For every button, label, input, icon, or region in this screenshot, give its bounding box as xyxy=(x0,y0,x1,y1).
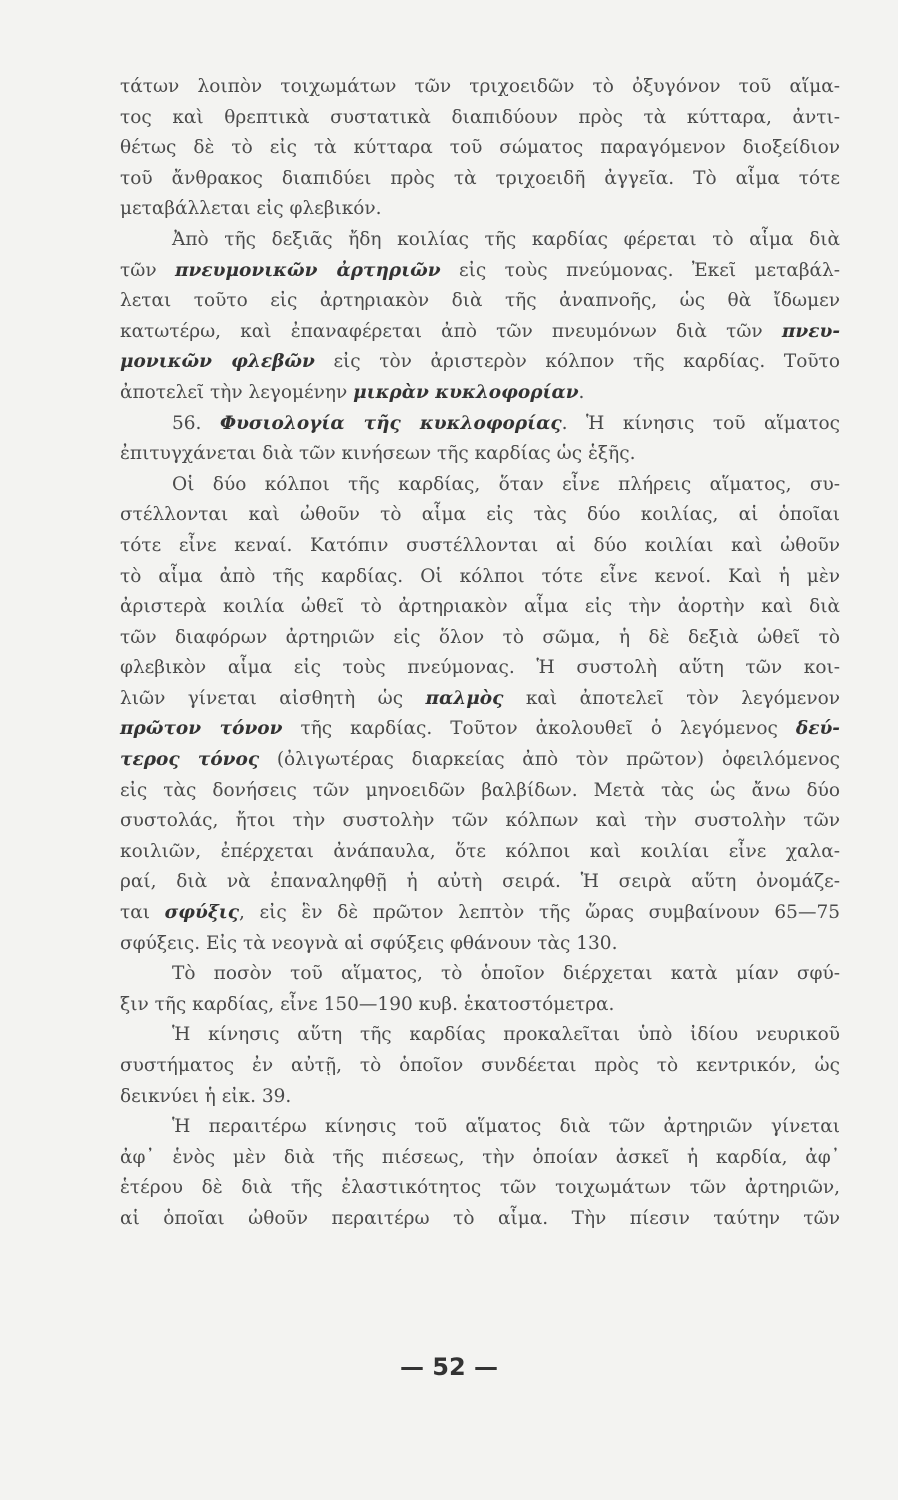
emphasized-term: πνευμονικῶν ἀρτηριῶν xyxy=(175,259,441,281)
text-line: φλεβικὸν αἷμα εἰς τοὺς πνεύμονας. Ἡ συστολὴ αὕτη τῶν κοι- xyxy=(120,657,840,679)
text-line xyxy=(120,378,840,409)
emphasized-term: μονικῶν φλεβῶν xyxy=(120,351,315,373)
text-run: λιῶν γίνεται αἰσθητὴ ὡς xyxy=(120,687,426,709)
text-line: θέτως δὲ τὸ εἰς τὰ κύτταρα τοῦ σώματος παραγόμενον διοξείδιον xyxy=(120,137,840,159)
emphasized-term: Φυσιολογία τῆς κυκλοφορίας xyxy=(219,412,562,434)
emphasized-term: τερος τόνος xyxy=(120,749,260,771)
body-text xyxy=(120,72,840,1235)
text-line: Ἡ περαιτέρω κίνησις τοῦ αἵματος διὰ τῶν ἀρτηριῶν γίνεται xyxy=(172,1116,840,1138)
emphasized-term: μικρὰν κυκλοφορίαν xyxy=(353,381,579,403)
text-run: (ὀλιγωτέρας διαρκείας ἀπὸ τὸν πρῶτον) ὀφειλόμενος xyxy=(259,749,840,771)
text-run: ται xyxy=(120,902,165,924)
emphasized-term: δεύ- xyxy=(795,718,840,740)
text-run: . Ἡ κίνησις τοῦ αἵματος xyxy=(561,412,840,434)
text-line xyxy=(120,256,840,287)
text-line: σφύξεις. Εἰς τὰ νεογνὰ αἱ σφύξεις φθάνουν τὰς 130. xyxy=(120,932,618,954)
text-line xyxy=(120,898,840,929)
text-run: καὶ ἀποτελεῖ τὸν λεγόμενον xyxy=(503,687,840,709)
text-line: συστήματος ἐν αὐτῇ, τὸ ὁποῖον συνδέεται πρὸς τὸ κεντρικόν, ὡς xyxy=(120,1055,840,1076)
text-line: Ἀπὸ τῆς δεξιᾶς ἤδη κοιλίας τῆς καρδίας φέρεται τὸ αἷμα διὰ xyxy=(172,228,840,250)
text-run: εἰς τοὺς πνεύμονας. Ἐκεῖ μεταβάλ- xyxy=(440,259,841,281)
text-line xyxy=(120,347,840,378)
text-line: Τὸ ποσὸν τοῦ αἵματος, τὸ ὁποῖον διέρχεται κατὰ μίαν σφύ- xyxy=(172,963,840,985)
emphasized-term: παλμὸς xyxy=(425,687,504,709)
text-line: Ἡ κίνησις αὕτη τῆς καρδίας προκαλεῖται ὑπὸ ἰδίου νευρικοῦ xyxy=(172,1024,840,1046)
text-line: τάτων λοιπὸν τοιχωμάτων τῶν τριχοειδῶν τὸ ὀξυγόνον τοῦ αἵμα- xyxy=(120,76,840,97)
text-run: τῆς καρδίας. Τοῦτον ἀκολουθεῖ ὁ λεγόμενος xyxy=(282,718,796,740)
text-line: αἱ ὁποῖαι ὠθοῦν περαιτέρω τὸ αἷμα. Τὴν πίεσιν ταύτην τῶν xyxy=(120,1207,840,1229)
text-line: ἀριστερὰ κοιλία ὠθεῖ τὸ ἀρτηριακὸν αἷμα εἰς τὴν ἀορτὴν καὶ διὰ xyxy=(120,596,840,618)
text-line xyxy=(120,684,840,715)
text-line xyxy=(120,714,840,745)
emphasized-term: πρῶτον τόνον xyxy=(120,718,283,740)
text-line: τοῦ ἄνθρακος διαπιδύει πρὸς τὰ τριχοειδῆ ἀγγεῖα. Τὸ αἷμα τότε xyxy=(120,167,840,189)
text-line: ξιν τῆς καρδίας, εἶνε 150—190 κυβ. ἑκατοστόμετρα. xyxy=(120,993,615,1015)
text-line xyxy=(120,317,840,348)
text-run: . xyxy=(578,381,585,403)
text-line: τος καὶ θρεπτικὰ συστατικὰ διαπιδύουν πρὸς τὰ κύτταρα, ἀντι- xyxy=(120,106,840,128)
emphasized-term: σφύξις xyxy=(164,902,239,924)
text-line: μεταβάλλεται εἰς φλεβικόν. xyxy=(120,198,382,220)
text-line: ἑτέρου δὲ διὰ τῆς ἐλαστικότητος τῶν τοιχωμάτων τῶν ἀρτηριῶν, xyxy=(120,1177,840,1199)
text-line: λεται τοῦτο εἰς ἀρτηριακὸν διὰ τῆς ἀναπνοῆς, ὡς θὰ ἴδωμεν xyxy=(120,290,840,312)
text-line: συστολάς, ἤτοι τὴν συστολὴν τῶν κόλπων καὶ τὴν συστολὴν τῶν xyxy=(120,810,840,832)
page-number: — 52 — xyxy=(399,1353,499,1381)
text-run: 56. xyxy=(172,412,220,434)
text-run: εἰς τὸν ἀριστερὸν κόλπον τῆς καρδίας. Τοῦτο xyxy=(314,351,840,373)
emphasized-term: πνευ- xyxy=(781,320,840,342)
text-run: κατωτέρω, καὶ ἐπαναφέρεται ἀπὸ τῶν πνευμόνων διὰ τῶν xyxy=(120,320,782,342)
text-line: τὸ αἷμα ἀπὸ τῆς καρδίας. Οἱ κόλποι τότε εἶνε κενοί. Καὶ ἡ μὲν xyxy=(120,565,840,587)
text-line: Οἱ δύο κόλποι τῆς καρδίας, ὅταν εἶνε πλήρεις αἵματος, συ- xyxy=(172,473,840,495)
text-line: κοιλιῶν, ἐπέρχεται ἀνάπαυλα, ὅτε κόλποι καὶ κοιλίαι εἶνε χαλα- xyxy=(120,840,840,862)
text-line: ἐπιτυγχάνεται διὰ τῶν κινήσεων τῆς καρδίας ὡς ἑξῆς. xyxy=(120,443,636,465)
text-line: στέλλονται καὶ ὠθοῦν τὸ αἷμα εἰς τὰς δύο κοιλίας, αἱ ὁποῖαι xyxy=(120,504,840,526)
text-line: ἀφ᾿ ἑνὸς μὲν διὰ τῆς πιέσεως, τὴν ὁποίαν ἀσκεῖ ἡ καρδία, ἀφ᾿ xyxy=(120,1146,840,1168)
text-line: δεικνύει ἡ εἰκ. 39. xyxy=(120,1085,292,1107)
section-heading-line xyxy=(120,409,840,440)
text-line: τότε εἶνε κεναί. Κατόπιν συστέλλονται αἱ δύο κοιλίαι καὶ ὠθοῦν xyxy=(120,534,840,556)
text-line xyxy=(120,745,840,776)
text-run: ἀποτελεῖ τὴν λεγομένην xyxy=(120,381,354,403)
text-line: εἰς τὰς δονήσεις τῶν μηνοειδῶν βαλβίδων. Μετὰ τὰς ὡς ἄνω δύο xyxy=(120,779,840,801)
text-run: τῶν xyxy=(120,259,176,281)
text-run: , εἰς ἓν δὲ πρῶτον λεπτὸν τῆς ὥρας συμβαίνουν 65—75 xyxy=(239,902,840,924)
text-line: ραί, διὰ νὰ ἐπαναληφθῇ ἡ αὐτὴ σειρά. Ἡ σειρὰ αὕτη ὀνομάζε- xyxy=(120,871,840,893)
text-line: τῶν διαφόρων ἀρτηριῶν εἰς ὅλον τὸ σῶμα, ἡ δὲ δεξιὰ ὠθεῖ τὸ xyxy=(120,626,840,648)
